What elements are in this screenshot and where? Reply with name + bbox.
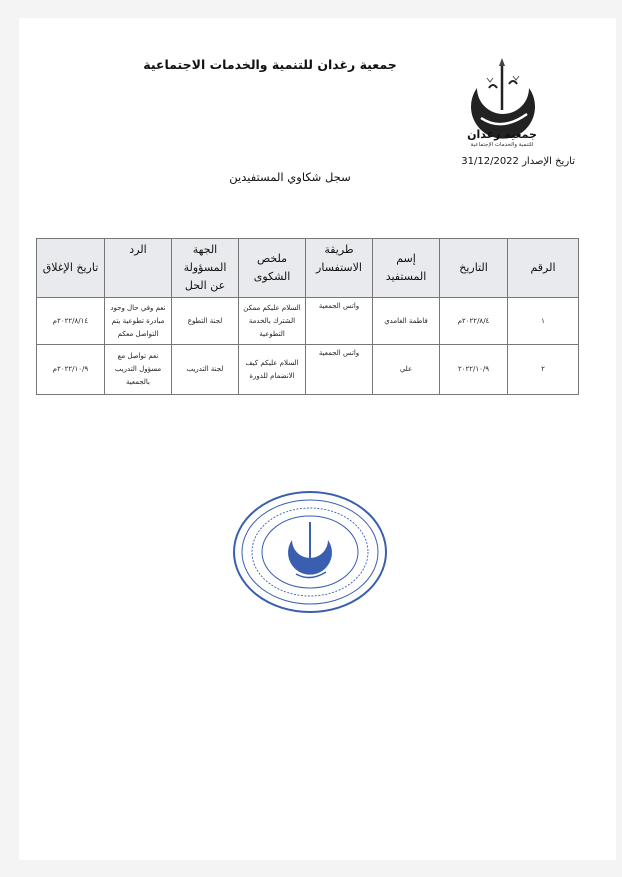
cell-method: واتس الجمعية [306,345,373,395]
issue-date-label: تاريخ الإصدار [522,156,575,167]
column-header: التاريخ [440,239,508,298]
issue-date [440,156,575,167]
official-stamp-icon [230,490,390,615]
column-header: الرد [105,239,172,298]
table-header-row [37,239,579,298]
logo-name: جمعية رغدان [467,128,537,141]
cell-closing-date: ٢٠٢٢/١٠/٩م [37,345,105,395]
cell-beneficiary: علي [373,345,440,395]
cell-reply: نعم تواصل مع مسؤول التدريب بالجمعية [105,345,172,395]
column-header: ملخص الشكوى [239,239,306,298]
organization-name: جمعية رغدان للتنمية والخدمات الاجتماعية [143,57,397,72]
cell-closing-date: ٢٠٢٢/٨/١٤م [37,298,105,345]
cell-reply: نعم وفي حال وجود مبادرة تطوعية يتم التواصل معكم [105,298,172,345]
cell-beneficiary: فاطمة الغامدي [373,298,440,345]
cell-number: ٢ [508,345,579,395]
table-row [37,298,579,345]
document-title: سجل شكاوي المستفيدين [229,170,351,184]
cell-responsible: لجنة التدريب [172,345,239,395]
complaints-table [36,238,579,395]
cell-summary: السلام عليكم ممكن الشترك بالخدمة التطوعية [239,298,306,345]
column-header: إسم المستفيد [373,239,440,298]
column-header: تاريخ الإغلاق [37,239,105,298]
column-header: طريقة الاستفسار [306,239,373,298]
cell-date: ٢٠٢٢/٨/٤م [440,298,508,345]
cell-date: ٢٠٢٢/١٠/٩ [440,345,508,395]
cell-summary: السلام عليكم كيف الانضمام للدورة [239,345,306,395]
cell-number: ١ [508,298,579,345]
column-header: الرقم [508,239,579,298]
cell-responsible: لجنة التطوع [172,298,239,345]
issue-date-value: 31/12/2022 [461,156,519,167]
cell-method: واتس الجمعية [306,298,373,345]
table-row [37,345,579,395]
column-header: الجهة المسؤولة عن الحل [172,239,239,298]
logo-subtitle: للتنمية والخدمات الإجتماعية [470,142,534,148]
